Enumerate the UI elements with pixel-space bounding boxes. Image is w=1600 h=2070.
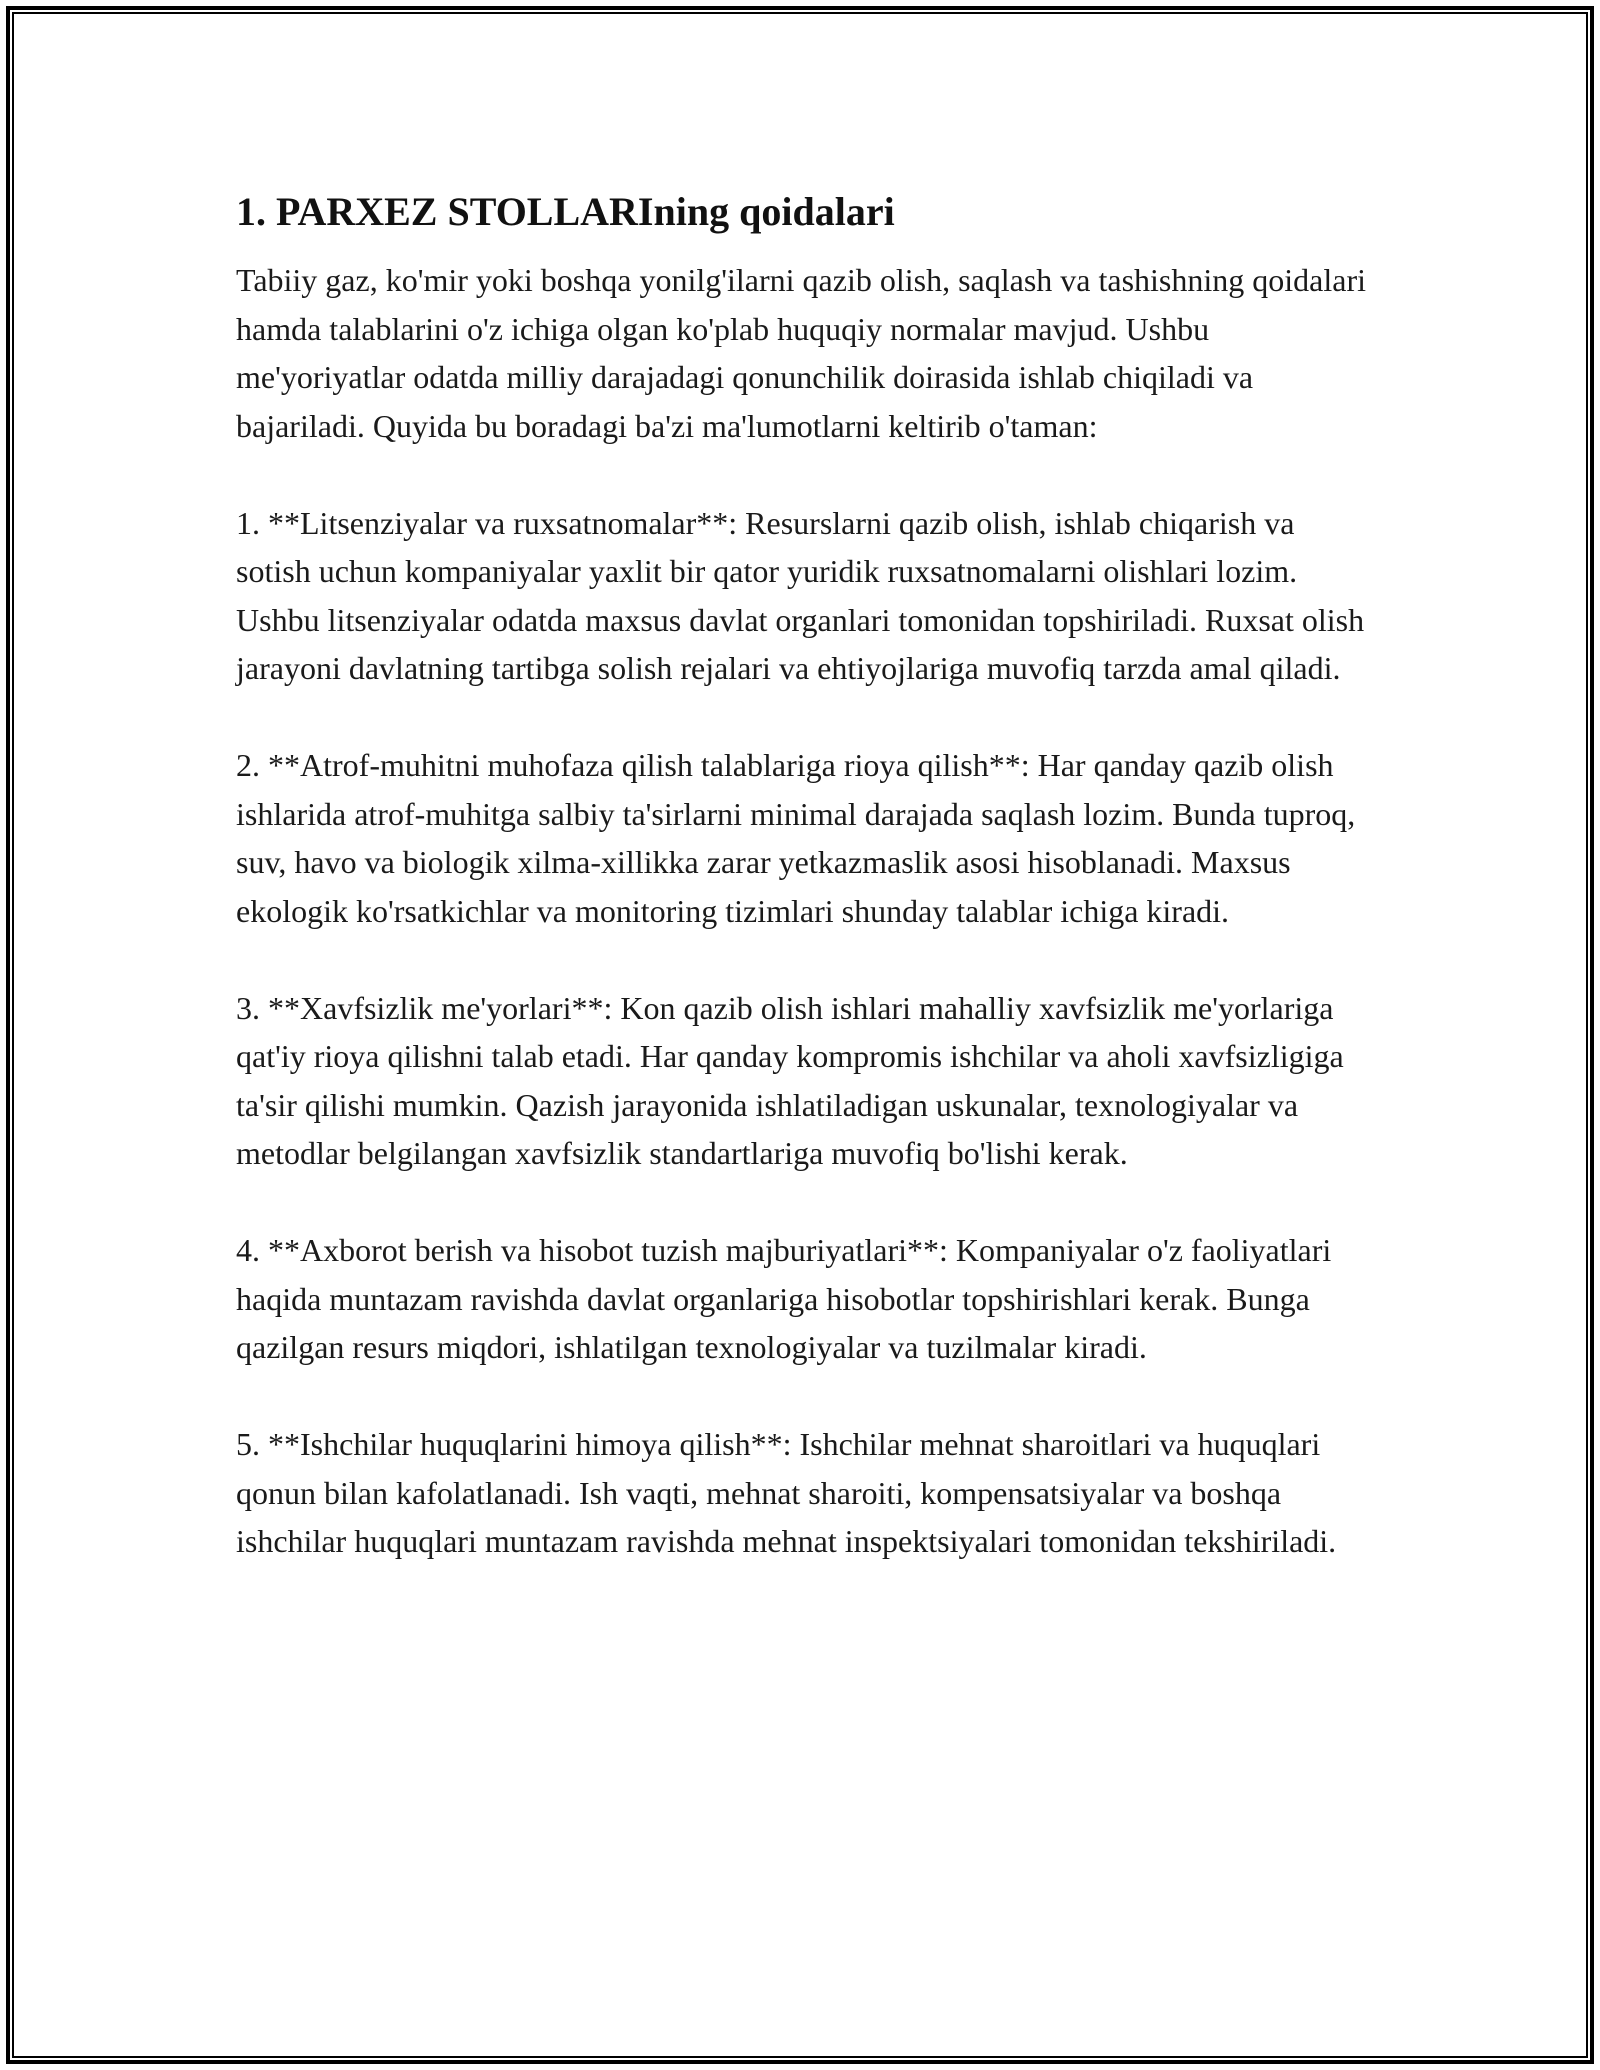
list-item-worker-rights: 5. **Ishchilar huquqlarini himoya qilish**: Ishchilar mehnat sharoitlari va huquqlari qonun bilan kafolatlanadi. Ish vaqti, mehnat sharoiti, kompensatsiyalar va boshqa ishchilar huquqlari muntazam ravishda mehnat inspektsiyalari tomonidan tekshiriladi. <box>236 1426 1337 1559</box>
document-body <box>236 188 1366 1566</box>
intro-paragraph: Tabiiy gaz, ko'mir yoki boshqa yonilg'ilarni qazib olish, saqlash va tashishning qoidalari hamda talablarini o'z ichiga olgan ko'plab huquqiy normalar mavjud. Ushbu me'yoriyatlar odatda milliy darajadagi qonunchilik doirasida ishlab chiqiladi va bajariladi. Quyida bu boradagi ba'zi ma'lumotlarni keltirib o'taman: <box>236 262 1366 444</box>
list-item-environment: 2. **Atrof-muhitni muhofaza qilish talablariga rioya qilish**: Har qanday qazib olish ishlarida atrof-muhitga salbiy ta'sirlarni minimal darajada saqlash lozim. Bunda tuproq, suv, havo va biologik xilma-xillikka zarar yetkazmaslik asosi hisoblanadi. Maxsus ekologik ko'rsatkichlar va monitoring tizimlari shunday talablar ichiga kiradi. <box>236 747 1356 929</box>
list-item-reporting: 4. **Axborot berish va hisobot tuzish majburiyatlari**: Kompaniyalar o'z faoliyatlari haqida muntazam ravishda davlat organlariga hisobotlar topshirishlari kerak. Bunga qazilgan resurs miqdori, ishlatilgan texnologiyalar va tuzilmalar kiradi. <box>236 1232 1332 1365</box>
document-title: 1. PARXEZ STOLLARIning qoidalari <box>236 189 895 234</box>
list-item-safety: 3. **Xavfsizlik me'yorlari**: Kon qazib olish ishlari mahalliy xavfsizlik me'yorlariga qat'iy rioya qilishni talab etadi. Har qanday kompromis ishchilar va aholi xavfsizligiga ta'sir qilishi mumkin. Qazish jarayonida ishlatiladigan uskunalar, texnologiyalar va metodlar belgilangan xavfsizlik standartlariga muvofiq bo'lishi kerak. <box>236 989 1344 1171</box>
list-item-licenses: 1. **Litsenziyalar va ruxsatnomalar**: Resurslarni qazib olish, ishlab chiqarish va sotish uchun kompaniyalar yaxlit bir qator yuridik ruxsatnomalarni olishlari lozim. Ushbu litsenziyalar odatda maxsus davlat organlari tomonidan topshiriladi. Ruxsat olish jarayoni davlatning tartibga solish rejalari va ehtiyojlariga muvofiq tarzda amal qiladi. <box>236 504 1365 686</box>
